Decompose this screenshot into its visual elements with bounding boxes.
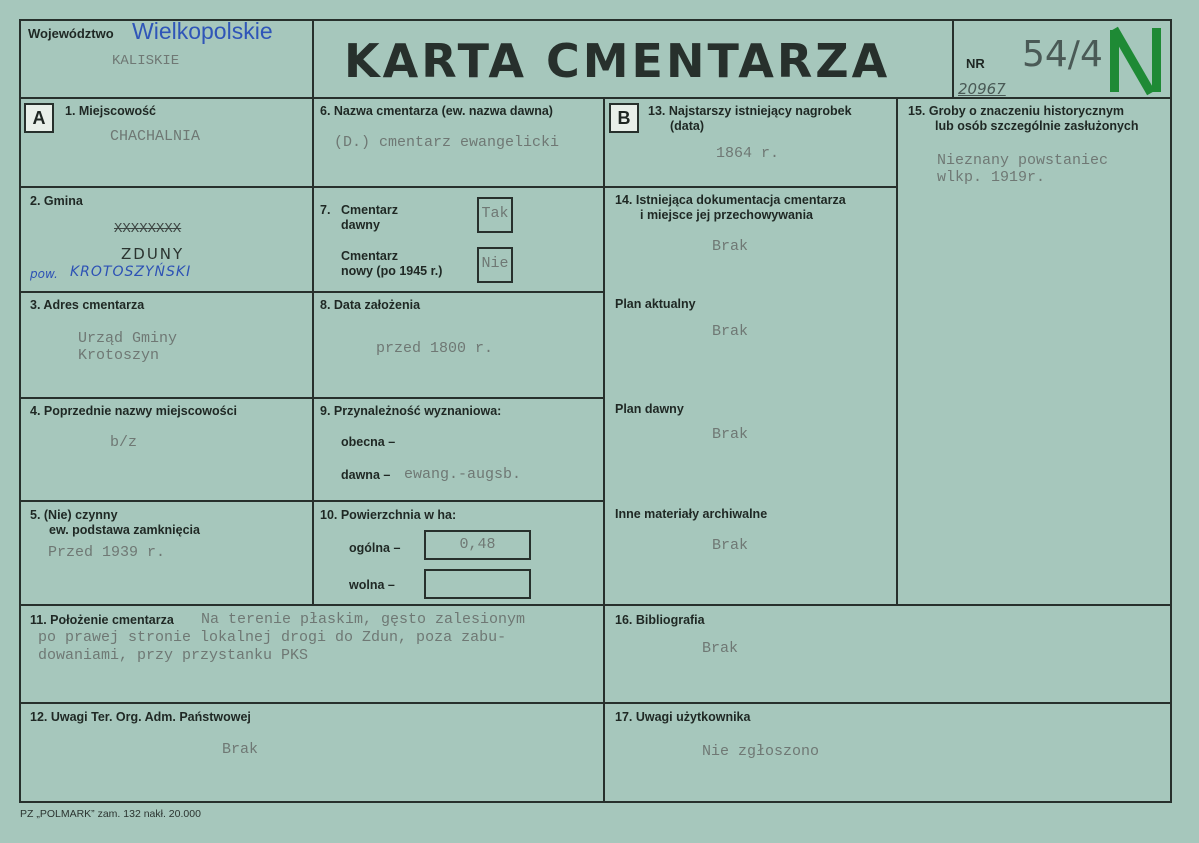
f17-value: Nie zgłoszono (702, 743, 820, 760)
f13-label2: (data) (670, 119, 705, 133)
mid-line-2 (312, 291, 605, 293)
f15-label1: 15. Groby o znaczeniu historycznym (908, 104, 1125, 118)
nr-sub: 20967 (958, 80, 1006, 98)
f9-former-value: ewang.-augsb. (404, 466, 522, 483)
col-divider-2 (603, 97, 605, 801)
col-divider-3 (896, 97, 898, 605)
f7-new-label2: nowy (po 1945 r.) (341, 264, 443, 278)
f5-label2: ew. podstawa zamknięcia (49, 523, 200, 537)
f2-value: ZDUNY (121, 245, 185, 263)
plan-current-label: Plan aktualny (615, 297, 696, 311)
f11-label: 11. Położenie cmentarza (30, 613, 174, 627)
f9-current-label: obecna – (341, 435, 396, 449)
f3-label: 3. Adres cmentarza (30, 298, 145, 312)
f11-line2: po prawej stronie lokalnej drogi do Zdun, poza zabu- (38, 629, 507, 646)
f11-line1: Na terenie płaskim, gęsto zalesionym (201, 611, 526, 628)
f10-free-label: wolna – (349, 578, 395, 592)
f10-total-box: 0,48 (424, 530, 531, 560)
section-a-box: A (24, 103, 54, 133)
f8-label: 8. Data założenia (320, 298, 421, 312)
f10-total-label: ogólna – (349, 541, 401, 555)
f1-value: CHACHALNIA (110, 128, 201, 145)
section-b-box: B (609, 103, 639, 133)
header-divider-1 (312, 19, 314, 99)
page-title: KARTA CMENTARZA (344, 34, 891, 88)
f13-label1: 13. Najstarszy istniejący nagrobek (648, 104, 852, 118)
f4-value: b/z (110, 434, 138, 451)
f7-new-box: Nie (477, 247, 513, 283)
f14-value: Brak (712, 238, 749, 255)
f2-pow-value: KROTOSZYŃSKI (70, 264, 192, 280)
f7-old-label1: Cmentarz (341, 203, 398, 217)
f4-label: 4. Poprzednie nazwy miejscowości (30, 404, 238, 418)
mid-line-3 (312, 397, 605, 399)
f14-label1: 14. Istniejąca dokumentacja cmentarza (615, 193, 846, 207)
mid-line-1 (312, 186, 605, 188)
wojewodztwo-stamp: Wielkopolskie (132, 18, 273, 44)
nr-value: 54/4 (1022, 34, 1103, 75)
f9-label: 9. Przynależność wyznaniowa: (320, 404, 502, 418)
border-bottom (19, 801, 1172, 803)
f1-label: 1. Miejscowość (65, 104, 157, 118)
mid-line-4 (312, 500, 605, 502)
f12-label: 12. Uwagi Ter. Org. Adm. Państwowej (30, 710, 251, 724)
f6-label: 6. Nazwa cmentarza (ew. nazwa dawna) (320, 104, 553, 118)
f11-line3: dowaniami, przy przystanku PKS (38, 647, 309, 664)
footer-print-info: PZ „POLMARK” zam. 132 nakł. 20.000 (20, 808, 201, 820)
f2-struck: XXXXXXXX (114, 221, 182, 237)
col-divider-1 (312, 97, 314, 605)
f15-label2: lub osób szczególnie zasłużonych (935, 119, 1139, 133)
border-left (19, 19, 21, 803)
f2-label: 2. Gmina (30, 194, 83, 208)
f3-line1: Urząd Gminy (78, 330, 178, 347)
f15-line1: Nieznany powstaniec (937, 152, 1109, 169)
f17-label: 17. Uwagi użytkownika (615, 710, 751, 724)
f9-former-label: dawna – (341, 468, 391, 482)
plan-former-label: Plan dawny (615, 402, 684, 416)
f13-value: 1864 r. (716, 145, 780, 162)
n-stamp-right-bar (1152, 28, 1161, 92)
wojewodztwo-typed: KALISKIE (112, 53, 180, 69)
f7-old-box: Tak (477, 197, 513, 233)
f2-pow-prefix: pow. (30, 267, 58, 281)
f3-line2: Krotoszyn (78, 347, 160, 364)
f6-value: (D.) cmentarz ewangelicki (334, 134, 560, 151)
b-line-1 (603, 186, 898, 188)
row-line-6 (19, 702, 1172, 704)
wojewodztwo-label: Województwo (28, 26, 114, 41)
f7-old-label2: dawny (341, 218, 380, 232)
f10-label: 10. Powierzchnia w ha: (320, 508, 457, 522)
row-line-1 (19, 186, 314, 188)
f7-new-label1: Cmentarz (341, 249, 398, 263)
f7-number: 7. (320, 203, 331, 217)
archive-value: Brak (712, 537, 749, 554)
n-stamp (1106, 26, 1168, 98)
f14-label2: i miejsce jej przechowywania (640, 208, 813, 222)
f16-value: Brak (702, 640, 739, 657)
f10-free-box (424, 569, 531, 599)
f8-value: przed 1800 r. (376, 340, 494, 357)
f5-value: Przed 1939 r. (48, 544, 166, 561)
f15-line2: wlkp. 1919r. (937, 169, 1046, 186)
f5-label1: 5. (Nie) czynny (30, 508, 118, 522)
row-line-3 (19, 397, 314, 399)
archive-label: Inne materiały archiwalne (615, 507, 768, 521)
row-line-2 (19, 291, 314, 293)
plan-current-value: Brak (712, 323, 749, 340)
row-line-5 (19, 604, 1172, 606)
plan-former-value: Brak (712, 426, 749, 443)
header-divider-2 (952, 19, 954, 99)
row-line-4 (19, 500, 314, 502)
f12-value: Brak (222, 741, 259, 758)
nr-label: NR (966, 56, 985, 71)
border-right (1170, 19, 1172, 803)
f16-label: 16. Bibliografia (615, 613, 705, 627)
